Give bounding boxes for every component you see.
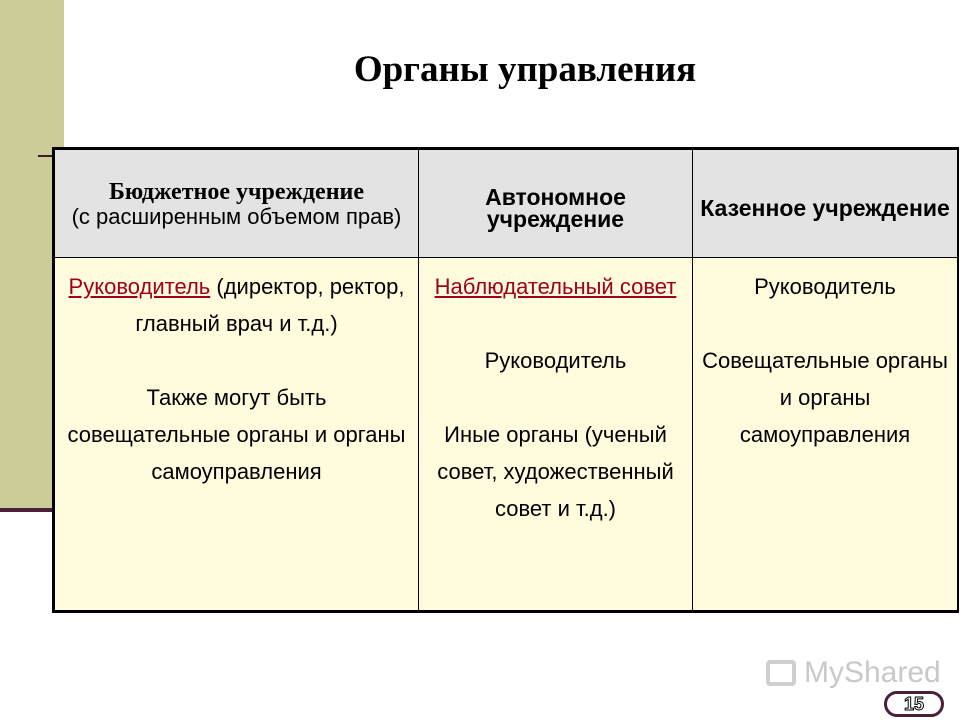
header-state-institution	[693, 150, 958, 258]
page-number-badge: 15	[884, 691, 944, 717]
cell-autonomous-bodies	[419, 258, 693, 611]
autonomous-other-bodies: Иные органы (ученый совет, художественный совет и т.д.)	[437, 422, 674, 521]
autonomous-head: Руководитель	[484, 348, 627, 373]
slide-title: Органы управления	[353, 49, 697, 90]
cell-budget-bodies	[55, 258, 419, 611]
table-row	[55, 258, 958, 611]
header-autonomous-label: Автономное учреждение	[485, 183, 626, 232]
budget-advisory-bodies: Также могут быть совещательные органы и органы самоуправления	[67, 385, 406, 484]
header-budget-institution	[55, 150, 419, 258]
header-state-label: Казенное учреждение	[700, 194, 950, 221]
monitor-icon	[766, 660, 796, 686]
header-autonomous-institution	[419, 150, 693, 258]
director-details: (директор, ректор, главный врач и т.д.)	[135, 274, 405, 336]
watermark	[766, 656, 941, 690]
state-head: Руководитель	[754, 274, 896, 299]
supervisory-board-link[interactable]: Наблюдательный совет	[434, 274, 677, 299]
cell-state-bodies	[693, 258, 958, 611]
state-advisory-bodies: Совещательные органы и органы самоуправления	[702, 348, 948, 447]
governance-table	[52, 147, 959, 613]
header-budget-main: Бюджетное учреждение	[108, 178, 365, 205]
table-header-row	[55, 150, 958, 258]
watermark-text: MyShared	[804, 656, 941, 689]
decorative-line-top	[38, 155, 52, 157]
header-budget-sub: (с расширенным объемом прав)	[71, 203, 402, 229]
director-link[interactable]: Руководитель	[68, 274, 211, 299]
